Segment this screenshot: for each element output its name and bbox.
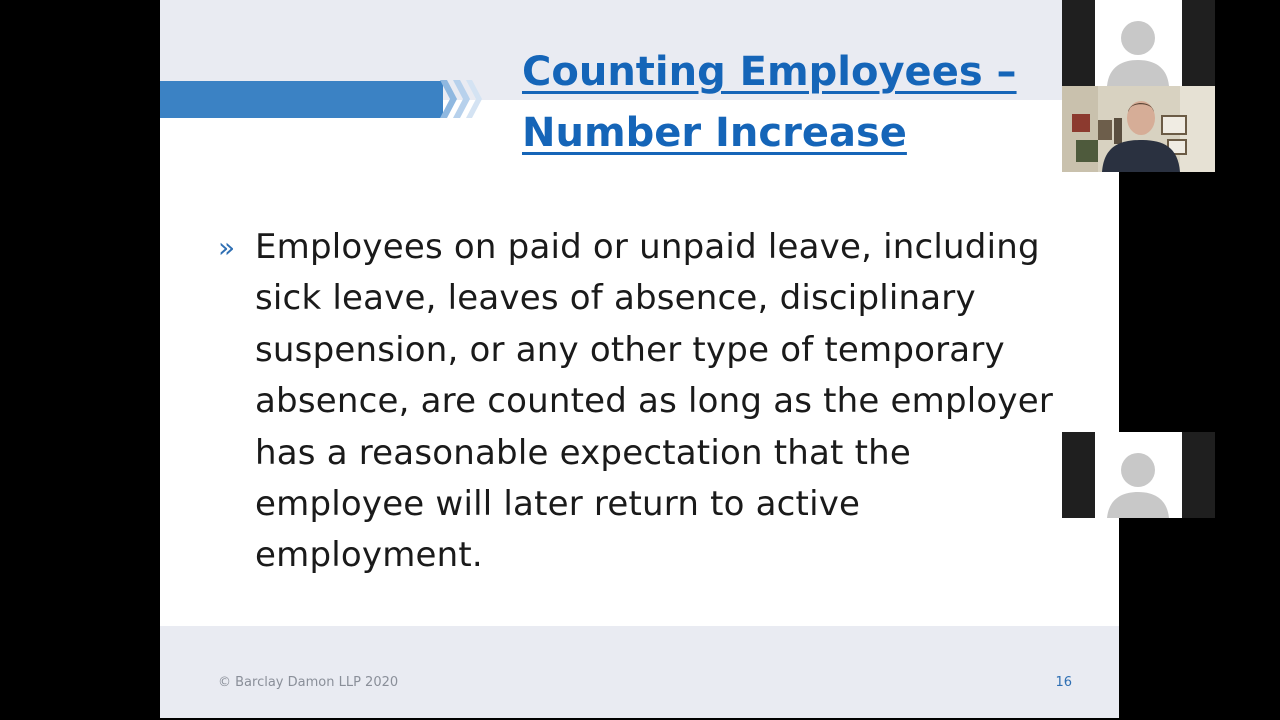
footer-copyright: © Barclay Damon LLP 2020 — [218, 675, 399, 690]
participant-tile-2[interactable] — [1062, 432, 1215, 518]
participant-tile-webcam[interactable] — [1062, 86, 1215, 172]
avatar — [1095, 0, 1182, 86]
chevrons-icon — [440, 80, 482, 118]
webcam-video — [1062, 86, 1215, 172]
avatar — [1095, 432, 1182, 518]
person-icon — [1095, 432, 1182, 518]
title-accent-bar — [160, 81, 443, 118]
slide-title — [522, 42, 1042, 164]
slide-title-line1: Counting Employees – — [522, 49, 1017, 95]
list-item — [218, 222, 1058, 582]
bullet-list — [218, 222, 1058, 582]
slide-footer-band — [160, 626, 1119, 718]
slide-page-number: 16 — [1055, 675, 1072, 690]
slide-title-line2: Number Increase — [522, 110, 907, 156]
bullet-text: Employees on paid or unpaid leave, including sick leave, leaves of absence, disciplinary suspension, or any other type of temporary absence, are counted as long as the employer has a reasonable expectation that the employee will later return to active employment. — [255, 227, 1054, 576]
person-icon — [1095, 0, 1182, 86]
bullet-chevron-icon: » — [218, 231, 236, 264]
presentation-slide — [160, 0, 1119, 718]
participant-tile-1[interactable] — [1062, 0, 1215, 86]
